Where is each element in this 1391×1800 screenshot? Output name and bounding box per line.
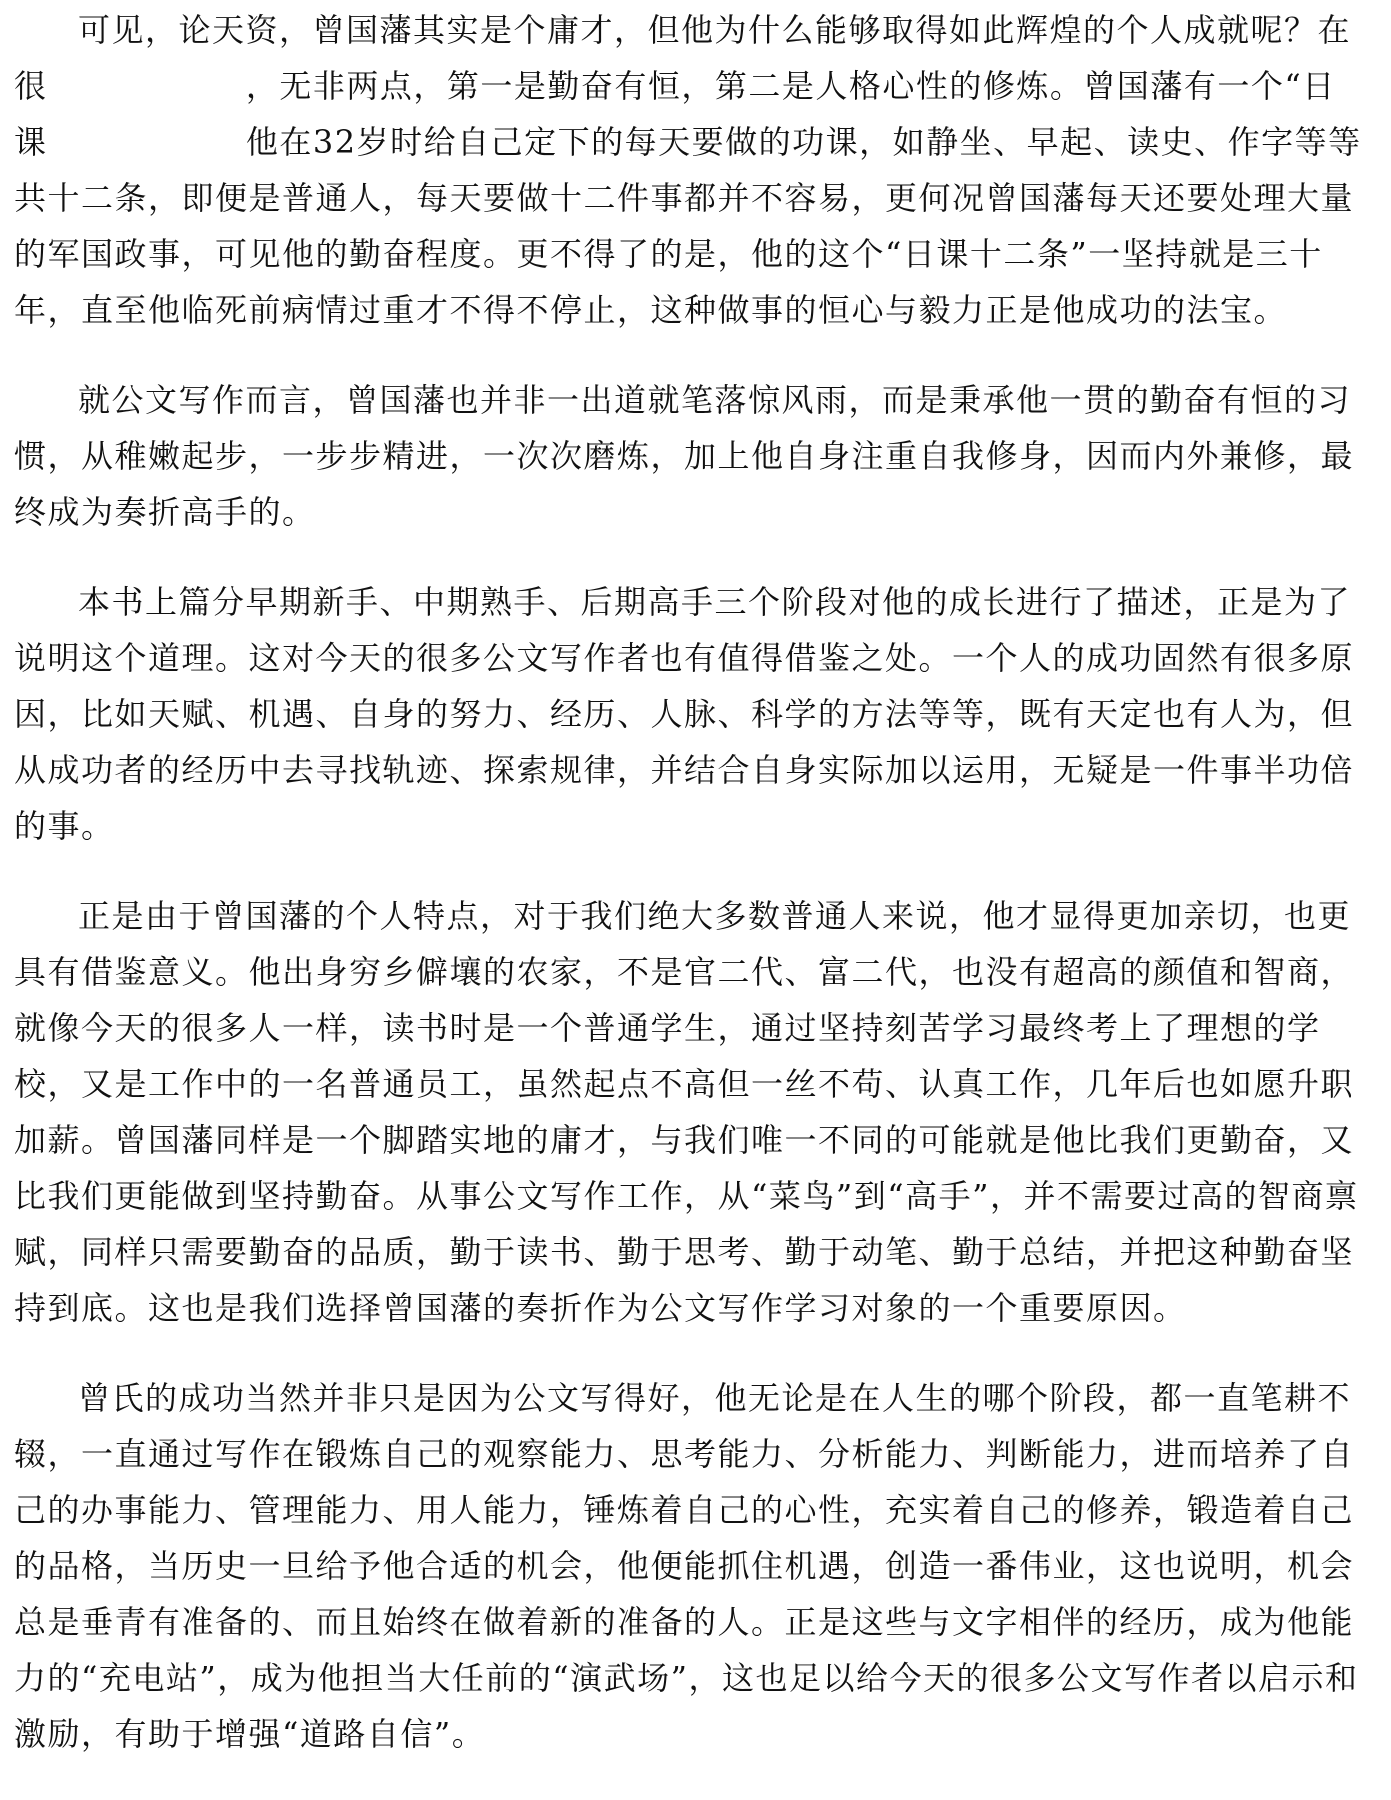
paragraph-line: 曾氏的成功当然并非只是因为公文写得好，他无论是在人生的哪个阶段，都一直笔耕不 [78,1379,1352,1417]
paragraph-line: 年，直至他临死前病情过重才不得不停止，这种做事的恒心与毅力正是他成功的法宝。 [14,291,1288,329]
paragraph-line: 就像今天的很多人一样，读书时是一个普通学生，通过坚持刻苦学习最终考上了理想的学 [14,1009,1321,1047]
paragraph-line: 共十二条，即便是普通人，每天要做十二件事都并不容易，更何况曾国藩每天还要处理大量 [14,179,1355,217]
paragraph-line: 校，又是工作中的一名普通员工，虽然起点不高但一丝不苟、认真工作，几年后也如愿升职 [14,1065,1355,1103]
paragraph-line: 持到底。这也是我们选择曾国藩的奏折作为公文写作学习对象的一个重要原因。 [14,1289,1187,1327]
paragraph-line: 的品格，当历史一旦给予他合适的机会，他便能抓住机遇，创造一番伟业，这也说明，机会 [14,1547,1355,1585]
paragraph-line: 很 ，无非两点，第一是勤奋有恒，第二是人格心性的修炼。曾国藩有一个“日 [14,67,1336,105]
paragraph-line: 的军国政事，可见他的勤奋程度。更不得了的是，他的这个“日课十二条”一坚持就是三十 [14,235,1323,273]
paragraph-line: 的事。 [14,807,115,845]
paragraph-line: 从成功者的经历中去寻找轨迹、探索规律，并结合自身实际加以运用，无疑是一件事半功倍 [14,751,1355,789]
paragraph-line: 课 他在32岁时给自己定下的每天要做的功课，如静坐、早起、读史、作字等等 [14,123,1362,161]
paragraph-line: 本书上篇分早期新手、中期熟手、后期高手三个阶段对他的成长进行了描述，正是为了 [78,583,1352,621]
paragraph-line: 因，比如天赋、机遇、自身的努力、经历、人脉、科学的方法等等，既有天定也有人为，但 [14,695,1355,733]
paragraph-4 [14,888,1376,1336]
paragraph-3 [14,574,1376,854]
paragraph-line: 比我们更能做到坚持勤奋。从事公文写作工作，从“菜鸟”到“高手”，并不需要过高的智商禀 [14,1177,1359,1215]
paragraph-line: 就公文写作而言，曾国藩也并非一出道就笔落惊风雨，而是秉承他一贯的勤奋有恒的习 [78,381,1352,419]
paragraph-line: 正是由于曾国藩的个人特点，对于我们绝大多数普通人来说，他才显得更加亲切，也更 [78,897,1352,935]
paragraph-line: 总是垂青有准备的、而且始终在做着新的准备的人。正是这些与文字相伴的经历，成为他能 [14,1603,1355,1641]
paragraph-line: 终成为奏折高手的。 [14,493,316,531]
paragraph-line: 惯，从稚嫩起步，一步步精进，一次次磨炼，加上他自身注重自我修身，因而内外兼修，最 [14,437,1355,475]
paragraph-line: 赋，同样只需要勤奋的品质，勤于读书、勤于思考、勤于动笔、勤于总结，并把这种勤奋坚 [14,1233,1355,1271]
paragraph-line: 激励，有助于增强“道路自信”。 [14,1715,486,1753]
paragraph-line: 加薪。曾国藩同样是一个脚踏实地的庸才，与我们唯一不同的可能就是他比我们更勤奋，又 [14,1121,1355,1159]
paragraph-line: 辍，一直通过写作在锻炼自己的观察能力、思考能力、分析能力、判断能力，进而培养了自 [14,1435,1355,1473]
paragraph-5 [14,1370,1376,1762]
paragraph-line: 说明这个道理。这对今天的很多公文写作者也有值得借鉴之处。一个人的成功固然有很多原 [14,639,1355,677]
paragraph-line: 力的“充电站”，成为他担当大任前的“演武场”，这也足以给今天的很多公文写作者以启示和 [14,1659,1359,1697]
paragraph-2 [14,372,1376,540]
paragraph-line: 己的办事能力、管理能力、用人能力，锤炼着自己的心性，充实着自己的修养，锻造着自己 [14,1491,1355,1529]
paragraph-line: 具有借鉴意义。他出身穷乡僻壤的农家，不是官二代、富二代，也没有超高的颜值和智商， [14,953,1355,991]
paragraph-line: 可见，论天资，曾国藩其实是个庸才，但他为什么能够取得如此辉煌的个人成就呢？在 [78,11,1352,49]
paragraph-1 [14,2,1376,338]
